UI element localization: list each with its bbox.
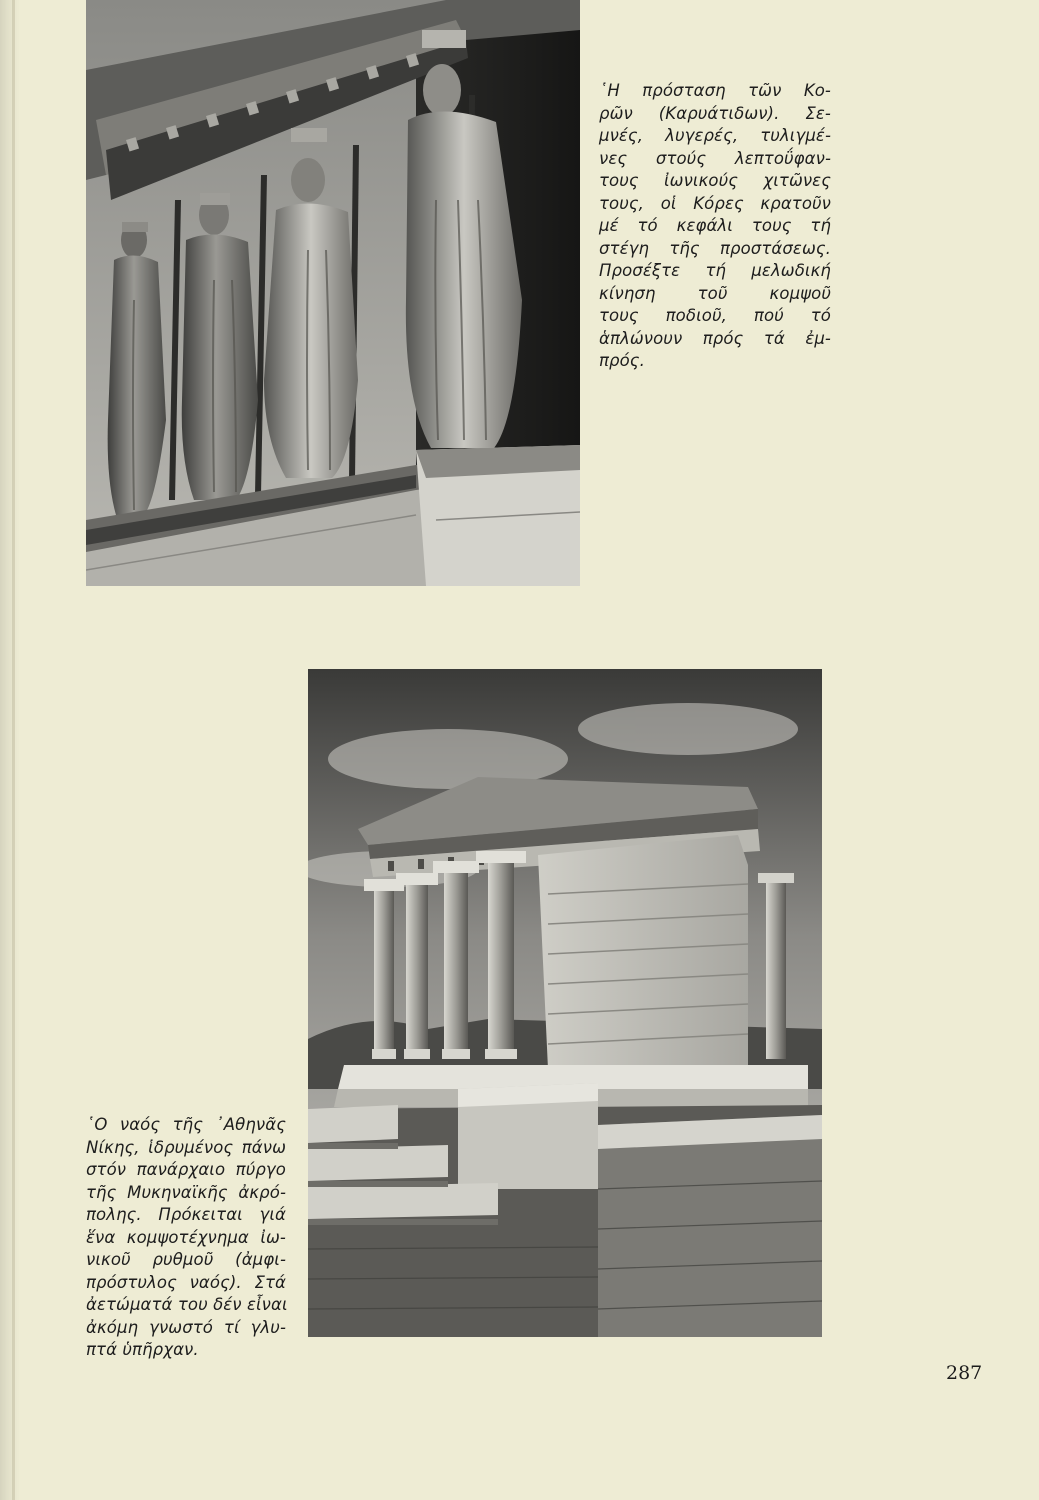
caption-line: μέ τό κεφάλι τους τή [599, 216, 831, 235]
caption-line: νες στούς λεπτοΰφαν- [599, 148, 831, 168]
caption-line: Νίκης, ἱδρυμένος πάνω [86, 1137, 286, 1157]
caption-line: τους, οἱ Κόρες κρατοῦν [599, 193, 831, 213]
caption-line: κίνηση τοῦ κομψοῦ [599, 283, 831, 303]
book-gutter [12, 0, 15, 1500]
temple-columns [364, 851, 526, 1059]
caption-line: πρός. [599, 351, 645, 370]
caryatids-photo [86, 0, 580, 586]
caption-line: νικοῦ ρυθμοῦ (ἀμφι- [86, 1250, 286, 1269]
caption-line: ῾Η πρόσταση τῶν Κο- [599, 81, 831, 100]
page-number: 287 [946, 1362, 983, 1384]
caption-line: πολης. Πρόκειται γιά [86, 1205, 286, 1224]
caption-line: τῆς Μυκηναϊκῆς ἀκρό- [86, 1182, 286, 1202]
caption-line: στόν πανάρχαιο πύργο [86, 1160, 286, 1179]
caption-line: ἁπλώνουν πρός τά ἐμ- [599, 328, 831, 348]
caption-line: στέγη τῆς προστάσεως. [599, 238, 831, 258]
caption-line: μνές, λυγερές, τυλιγμέ- [599, 126, 831, 145]
athena-nike-caption [86, 1114, 286, 1362]
caryatids-illustration [86, 0, 580, 586]
athena-nike-illustration [308, 669, 822, 1337]
caption-line: ῾Ο ναός τῆς ᾽Αθηνᾶς [86, 1115, 286, 1134]
caption-line: ἕνα κομψοτέχνημα ἰω- [86, 1227, 286, 1247]
caption-line: ἀετώματά του δέν εἶναι [86, 1295, 288, 1314]
caption-line: πτά ὑπῆρχαν. [86, 1340, 199, 1359]
caption-line: ἀκόμη γνωστό τί γλυ- [86, 1317, 286, 1337]
caption-line: τους ποδιοῦ, πού τό [599, 306, 831, 325]
caption-line: Προσέξτε τή μελωδική [599, 261, 831, 280]
caryatids-caption [599, 80, 831, 373]
caption-line: πρόστυλος ναός). Στά [86, 1272, 286, 1292]
caption-line: τους ἰωνικούς χιτῶνες [599, 171, 831, 190]
athena-nike-photo [308, 669, 822, 1337]
caption-line: ρῶν (Καρυάτιδων). Σε- [599, 103, 831, 123]
